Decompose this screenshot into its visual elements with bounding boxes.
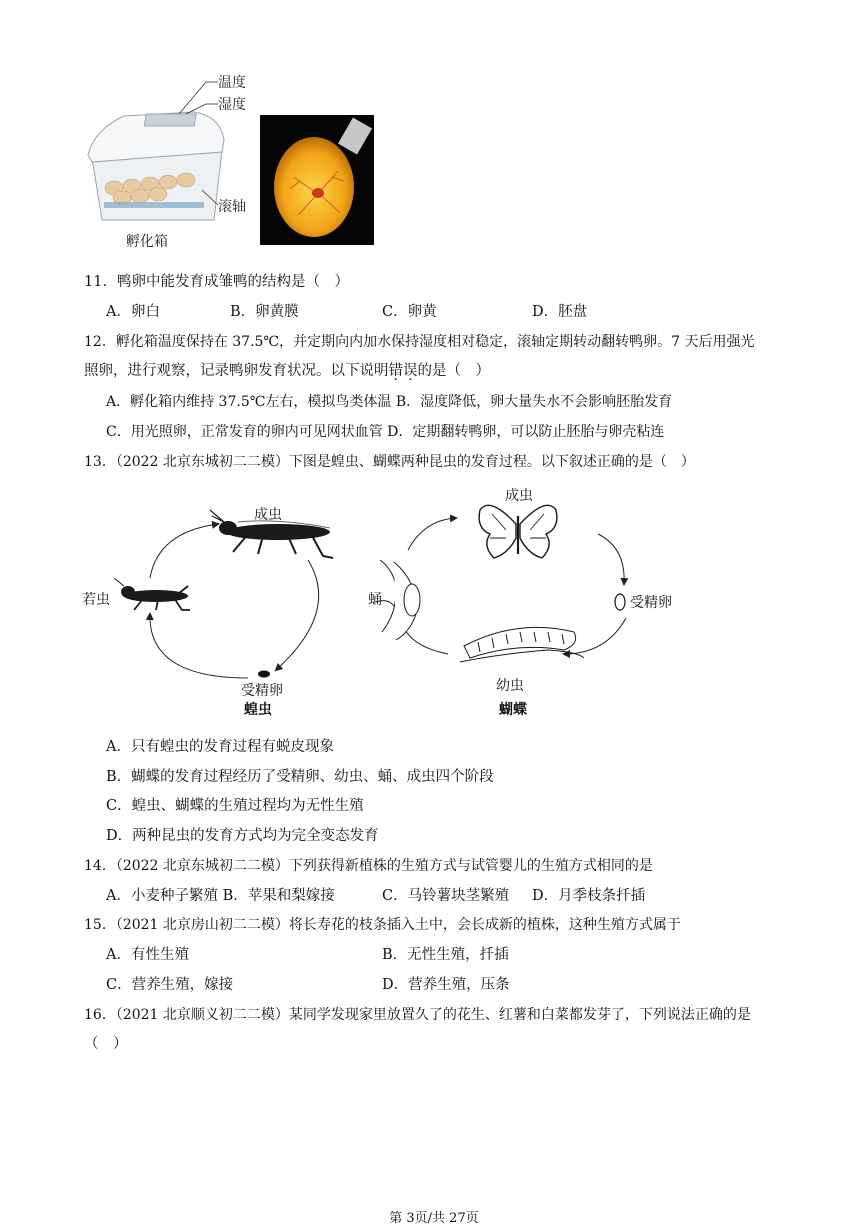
butterfly-pupa-icon <box>376 560 420 640</box>
grasshopper-egg-icon <box>258 671 270 678</box>
incubator-caption: 孵化箱 <box>126 234 168 250</box>
grasshopper-name: 蝗虫 <box>244 702 272 718</box>
question-11-option-d: D．胚盘 <box>532 304 588 320</box>
butterfly-name: 蝴蝶 <box>499 702 527 718</box>
butterfly-pupa-label: 蛹 <box>368 592 382 608</box>
butterfly-cycle <box>368 487 672 718</box>
emphasis-char: 错 <box>388 363 403 379</box>
question-13-option-b: B．蝴蝶的发育过程经历了受精卵、幼虫、蛹、成虫四个阶段 <box>106 769 494 785</box>
page-number: 第 3页/共 27页 <box>389 1211 479 1226</box>
question-11-option-c: C．卵黄 <box>382 304 437 320</box>
incubator-figure <box>84 70 254 252</box>
butterfly-larva-icon <box>460 627 584 662</box>
butterfly-egg-label: 受精卵 <box>630 595 672 611</box>
question-16-stem: 16．（2021 北京顺义初二二模）某同学发现家里放置久了的花生、红薯和白菜都发芽了，下列说法正确的是 <box>84 1007 751 1023</box>
grasshopper-nymph-label: 若虫 <box>82 592 110 608</box>
grasshopper-nymph-icon <box>114 578 190 610</box>
question-13-option-d: D．两种昆虫的发育方式均为完全变态发育 <box>106 828 379 844</box>
question-15-option-d: D．营养生殖，压条 <box>382 977 510 993</box>
candled-egg-photo <box>260 115 374 245</box>
incubator-roller-label: 滚轴 <box>218 199 246 215</box>
question-13-option-a: A．只有蝗虫的发育过程有蜕皮现象 <box>106 739 334 755</box>
question-14-option-d: D．月季枝条扦插 <box>532 888 646 904</box>
question-11-option-a: A．卵白 <box>106 304 160 320</box>
incubator-temp-label: 温度 <box>218 75 246 91</box>
question-15-option-a: A．有性生殖 <box>106 947 189 963</box>
question-14-option-c: C．马铃薯块茎繁殖 <box>382 888 510 904</box>
grasshopper-cycle <box>82 506 333 718</box>
question-12-stem-tail: 的是（ ） <box>417 363 490 379</box>
question-13-option-c: C．蝗虫、蝴蝶的生殖过程均为无性生殖 <box>106 798 364 814</box>
question-15-option-b: B．无性生殖，扦插 <box>382 947 509 963</box>
incubator-humidity-label: 湿度 <box>218 97 246 113</box>
question-12-stem-text: 照卵，进行观察，记录鸭卵发育状况。以下说明 <box>84 363 389 379</box>
butterfly-larva-label: 幼虫 <box>496 678 524 694</box>
question-11-option-b: B．卵黄膜 <box>230 304 299 320</box>
question-12-options-cd: C．用光照卵，正常发育的卵内可见网状血管 D．定期翻转鸭卵，可以防止胚胎与卵壳粘连 <box>106 424 665 440</box>
grasshopper-adult-label: 成虫 <box>254 507 282 523</box>
butterfly-adult-label: 成虫 <box>505 488 533 504</box>
emphasis-char: 误 <box>403 363 418 379</box>
butterfly-adult-icon <box>479 505 557 558</box>
question-16-stem-line2: （ ） <box>84 1036 128 1052</box>
lifecycle-diagram <box>78 482 698 720</box>
question-12-options-ab: A．孵化箱内维持 37.5℃左右，模拟鸟类体温 B．湿度降低，卵大量失水不会影响胚胎发育 <box>106 394 673 410</box>
grasshopper-egg-label: 受精卵 <box>241 683 283 699</box>
question-15-stem: 15．（2021 北京房山初二二模）将长寿花的枝条插入土中，会长成新的植株，这种生殖方式属于 <box>84 917 681 933</box>
question-15-option-c: C．营养生殖，嫁接 <box>106 977 234 993</box>
butterfly-egg-icon <box>615 594 625 610</box>
question-12-stem-line2 <box>84 361 490 381</box>
question-14-stem: 14．（2022 北京东城初二二模）下列获得新植株的生殖方式与试管婴儿的生殖方式相同的是 <box>84 858 653 874</box>
question-13-stem: 13．（2022 北京东城初二二模）下图是蝗虫、蝴蝶两种昆虫的发育过程。以下叙述正确的是（ ） <box>84 454 695 470</box>
question-14-options-ab: A．小麦种子繁殖 B．苹果和梨嫁接 <box>106 888 335 904</box>
question-12-stem-line1: 12．孵化箱温度保持在 37.5℃，并定期向内加水保持湿度相对稳定，滚轴定期转动翻转鸭卵。7 天后用强光 <box>84 334 755 350</box>
question-11-stem: 11．鸭卵中能发育成雏鸭的结构是（ ） <box>84 274 349 290</box>
